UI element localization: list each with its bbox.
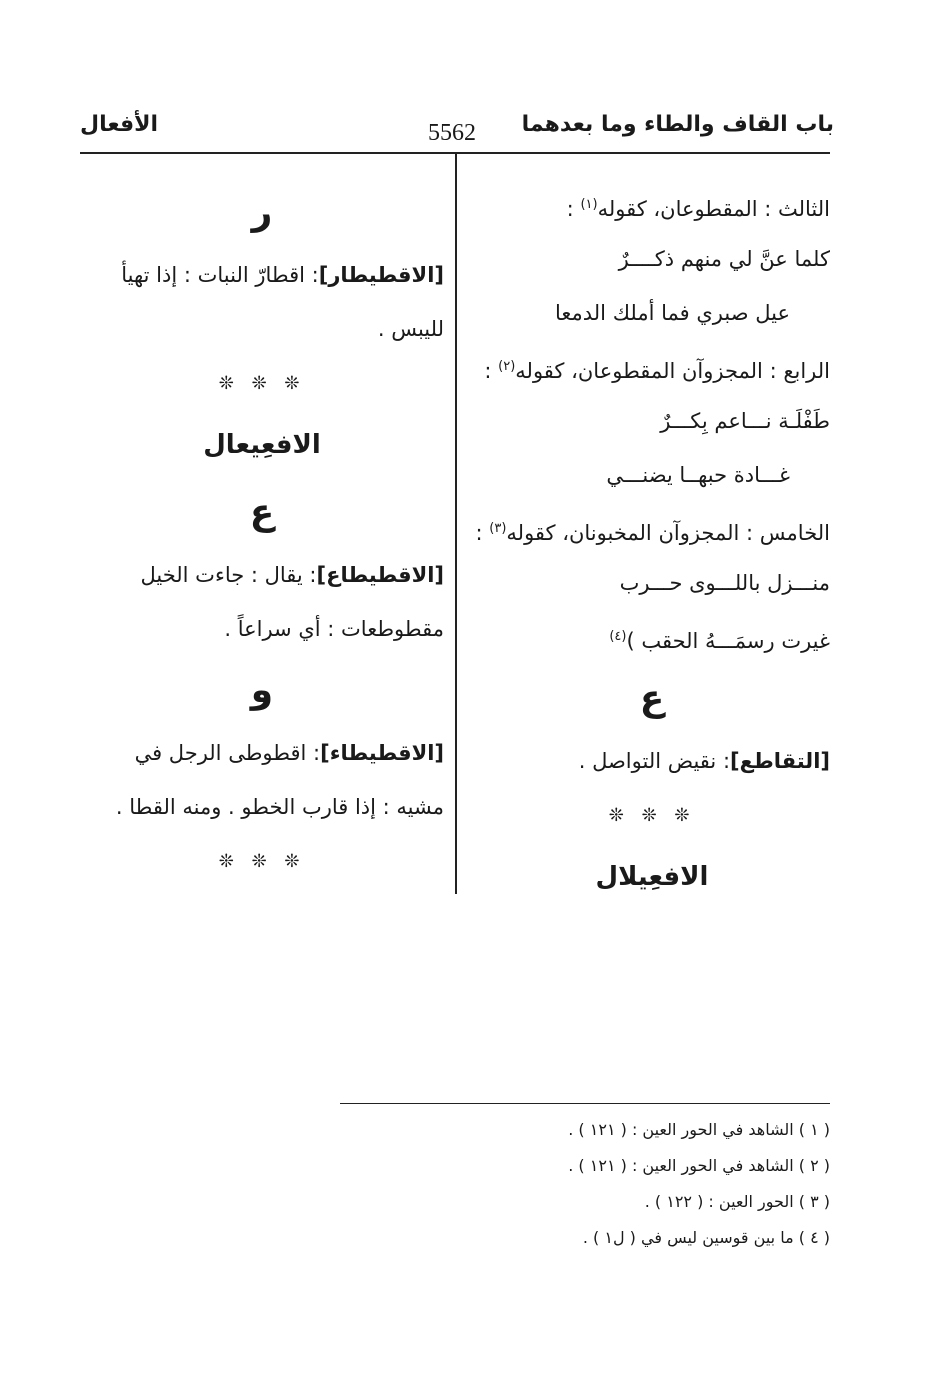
footnote: ( ٤ ) ما بين قوسين ليس في ( ل١ ) .	[582, 1228, 830, 1247]
footnote-ref: (٤)	[609, 629, 627, 644]
verse-text: غيرت رسمَـــهُ الحقب )	[626, 629, 830, 653]
footnote-ref: (٢)	[498, 359, 516, 374]
entry-line	[474, 734, 830, 788]
page-number: 5562	[428, 120, 476, 146]
entry-line	[80, 548, 444, 602]
text-line	[474, 178, 830, 232]
entry-definition: : نقيض التواصل .	[578, 749, 731, 773]
verse-line: كلما عنَّ لي منهم ذكــــرٌ	[618, 247, 830, 271]
text-line	[474, 502, 830, 556]
section-title: الأفعال	[80, 112, 159, 137]
line-text: الخامس : المجزوآن المخبونان، كقوله	[506, 521, 830, 545]
verse-line: عيل صبري فما أملك الدمعا	[554, 301, 790, 325]
section-letter: ع	[639, 678, 665, 719]
section-letter: و	[250, 670, 274, 711]
entry-definition: : يقال : جاءت الخيل	[140, 563, 317, 587]
verse-line	[474, 610, 830, 664]
footnote-rule	[340, 1103, 830, 1104]
entry-term: [الاقطيطاء]	[320, 741, 444, 765]
separator-stars: ❊ ❊ ❊	[218, 851, 306, 872]
footnotes	[330, 1112, 830, 1256]
separator-stars: ❊ ❊ ❊	[218, 373, 306, 394]
line-end: :	[566, 197, 581, 221]
footnote: ( ٢ ) الشاهد في الحور العين : ( ١٢١ ) .	[568, 1156, 830, 1175]
section-heading: الافعِيعال	[203, 430, 321, 460]
entry-line	[80, 248, 444, 302]
entry-definition: : اقطارّ النبات : إذا تهيأ	[121, 263, 319, 287]
section-heading: الافعِيلال	[595, 862, 709, 892]
text-line	[474, 340, 830, 394]
footnote: ( ١ ) الشاهد في الحور العين : ( ١٢١ ) .	[568, 1120, 830, 1139]
entry-term: [التقاطع]	[730, 749, 830, 773]
footnote-ref: (١)	[580, 197, 598, 212]
entry-line	[80, 726, 444, 780]
entry-definition: : اقطوطى الرجل في	[134, 741, 321, 765]
verse-line: منـــزل باللـــوى حـــرب	[619, 571, 830, 595]
line-text: الثالث : المقطوعان، كقوله	[597, 197, 830, 221]
section-letter: ع	[249, 492, 275, 533]
left-column	[80, 178, 444, 890]
chapter-title: باب القاف والطاء وما بعدهما	[521, 112, 834, 137]
entry-continuation: مقطوطعات : أي سراعاً .	[224, 617, 444, 641]
separator-stars: ❊ ❊ ❊	[608, 805, 696, 826]
line-text: الرابع : المجزوآن المقطوعان، كقوله	[515, 359, 830, 383]
section-letter: ر	[251, 192, 273, 233]
line-end: :	[475, 521, 490, 545]
column-divider	[455, 152, 457, 894]
entry-continuation: لليبس .	[377, 317, 444, 341]
entry-continuation: مشيه : إذا قارب الخطو . ومنه القطا .	[115, 795, 444, 819]
footnote-ref: (٣)	[489, 521, 507, 536]
right-column	[474, 178, 830, 910]
entry-term: [الاقطيطاع]	[316, 563, 444, 587]
entry-term: [الاقطيطار]	[318, 263, 444, 287]
footnote: ( ٣ ) الحور العين : ( ١٢٢ ) .	[644, 1192, 830, 1211]
verse-line: طَفْلَـة نـــاعم بِكـــرٌ	[660, 409, 830, 433]
verse-line: غـــادة حبهــا يضنـــي	[606, 463, 790, 487]
line-end: :	[484, 359, 499, 383]
